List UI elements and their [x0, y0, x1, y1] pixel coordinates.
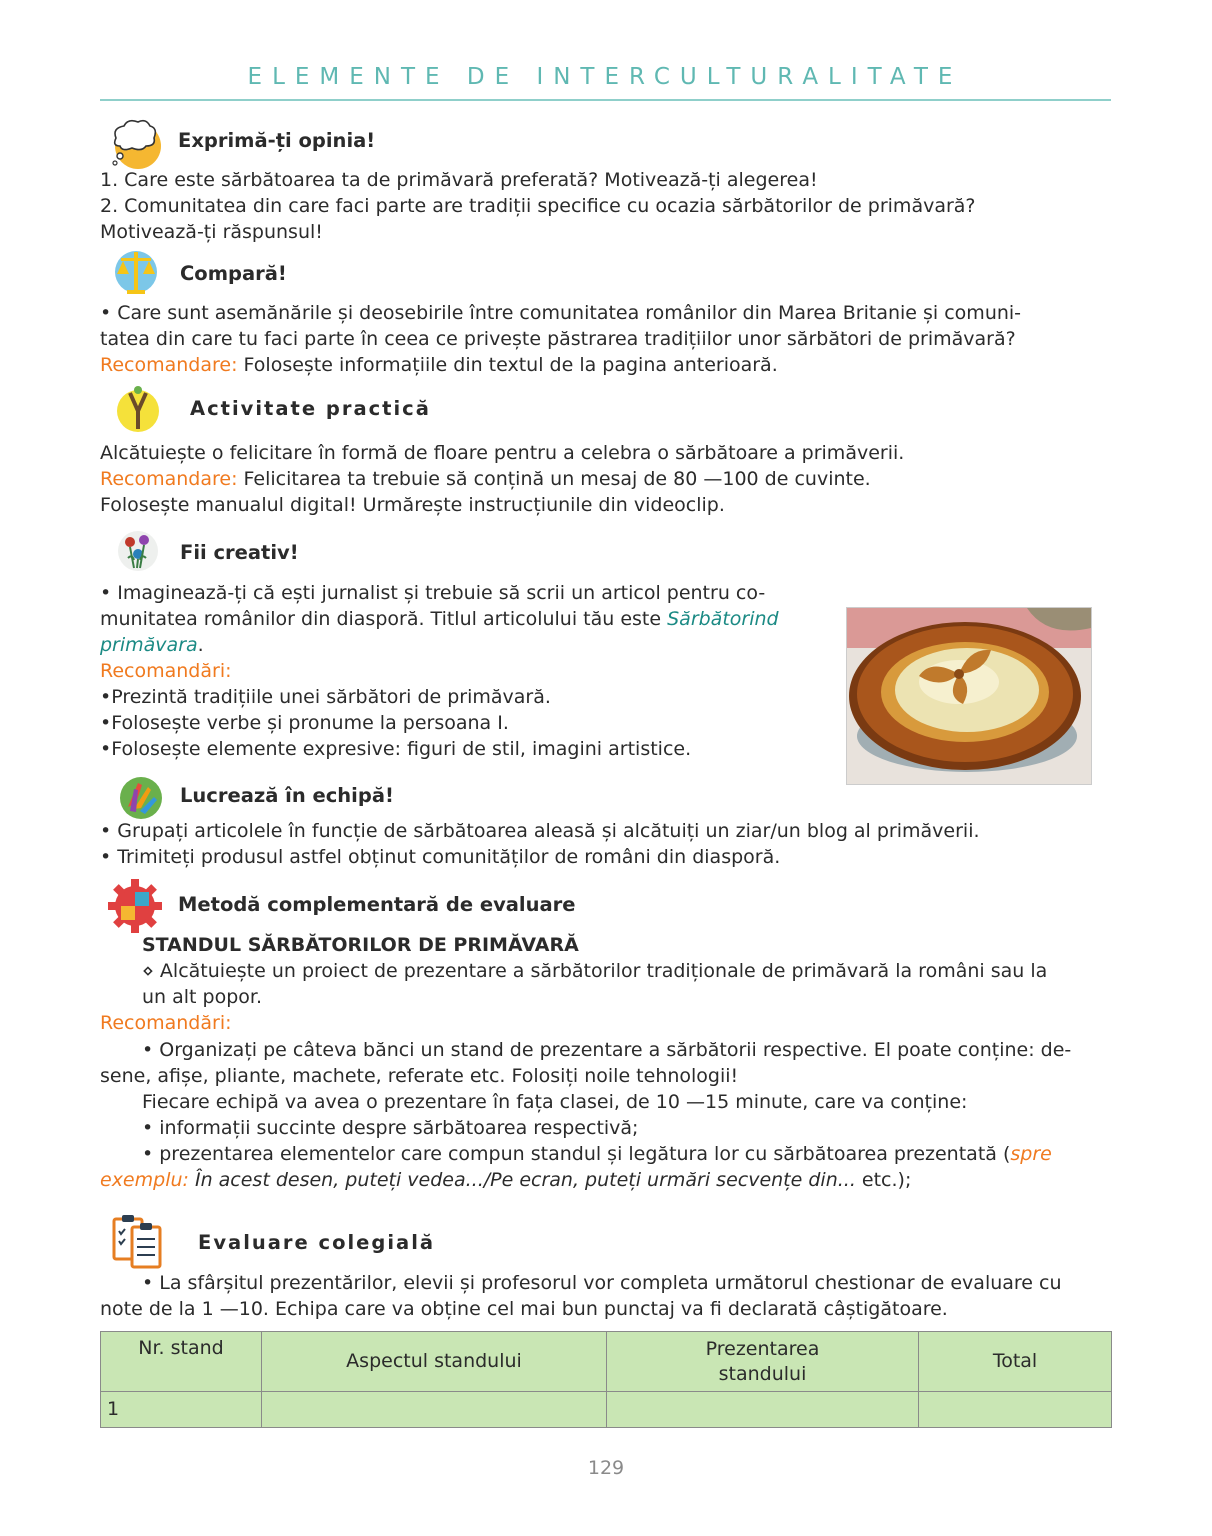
period: . [197, 634, 204, 656]
creative-bullet-3: •Folosește elemente expresive: figuri de stil, imagini artistice. [100, 738, 692, 760]
table-header-cell: Total [919, 1332, 1112, 1392]
section-heading-teamwork: Lucrează în echipă! [180, 784, 394, 807]
opinion-question-1: 1. Care este sărbătoarea ta de primăvară preferată? Motivează-ți alegerea! [100, 169, 818, 191]
section-heading-complementary-method: Metodă complementară de evaluare [178, 893, 576, 916]
method-bullet-text: • prezentarea elementelor care compun standul și legătura lor cu sărbătoarea prezentată ( [142, 1143, 1011, 1165]
table-header-cell: Aspectul standului [262, 1332, 607, 1392]
recommendation-text: Folosește informațiile din textul de la pagina anterioară. [237, 354, 778, 376]
section-heading-compare: Compară! [180, 262, 287, 285]
recommendation-label: Recomandare: [100, 468, 238, 490]
compare-text-line-2: tatea din care tu faci parte în ceea ce privește păstrarea tradițiilor unor sărbători de primăvară? [100, 328, 1016, 350]
project-task-line-2: un alt popor. [142, 986, 263, 1008]
activity-text-line-1: Alcătuiește o felicitare în formă de floare pentru a celebra o sărbătoare a primăverii. [100, 442, 905, 464]
table-cell [607, 1392, 919, 1428]
creative-text-line-2 [100, 606, 779, 632]
creative-text-line-1: • Imaginează-ți că ești jurnalist și trebuie să scrii un articol pentru co- [100, 582, 766, 604]
table-cell: 1 [101, 1392, 262, 1428]
creative-recommendations-label: Recomandări: [100, 660, 232, 682]
section-heading-peer-evaluation: Evaluare colegială [198, 1231, 436, 1254]
page-number: 129 [587, 1457, 625, 1479]
recommendation-text: Felicitarea ta trebuie să conțină un mesaj de 80 —100 de cuvinte. [237, 468, 871, 490]
scales-icon [113, 246, 159, 298]
table-header-cell: Prezentarea standului [607, 1332, 919, 1392]
table-header-cell: Nr. stand [101, 1332, 262, 1392]
example-label: spre [1010, 1143, 1052, 1165]
section-heading-practical-activity: Activitate practică [190, 397, 431, 420]
easter-pie-photo [846, 607, 1092, 785]
activity-text-line-3: Folosește manualul digital! Urmărește instrucțiunile din videoclip. [100, 494, 725, 516]
teamwork-line-1: • Grupați articolele în funcție de sărbătoarea aleasă și alcătuiți un ziar/un blog al primăverii. [100, 820, 980, 842]
example-text: În acest desen, puteți vedea.../Pe ecran, puteți urmări secvențe din... [188, 1169, 856, 1191]
table-row [101, 1392, 1112, 1428]
peer-evaluation-line-2: note de la 1 —10. Echipa care va obține cel mai bun punctaj va fi declarată câștigătoare. [100, 1298, 948, 1320]
creative-bullet-2: •Folosește verbe și pronume la persoana I. [100, 712, 509, 734]
thought-bubble-icon [108, 116, 162, 170]
peer-evaluation-line-1: • La sfârșitul prezentărilor, elevii și profesorul vor completa următorul chestionar de evaluare cu [142, 1272, 1062, 1294]
example-label-cont: exemplu: [100, 1169, 189, 1191]
method-paragraph-1: • Organizați pe câteva bănci un stand de prezentare a sărbătorii respective. El poate conține: de- [142, 1039, 1072, 1061]
creative-text: munitatea românilor din diasporă. Titlul articolului tău este [100, 608, 668, 630]
checklist-clipboard-icon [110, 1213, 164, 1271]
article-title: Sărbătorind [667, 608, 779, 630]
puzzle-gear-icon [108, 878, 162, 934]
compare-text-line-1: • Care sunt asemănările și deosebirile între comunitatea românilor din Marea Britanie și comuni- [100, 302, 1022, 324]
method-paragraph-2: Fiecare echipă va avea o prezentare în fața clasei, de 10 —15 minute, care va conține: [142, 1091, 968, 1113]
project-title: STANDUL SĂRBĂTORILOR DE PRIMĂVARĂ [142, 934, 579, 956]
creative-bullet-1: •Prezintă tradițiile unei sărbători de primăvară. [100, 686, 551, 708]
header-rule [100, 99, 1111, 101]
method-paragraph-1-cont: sene, afișe, pliante, machete, referate etc. Folosiți noile tehnologii! [100, 1065, 739, 1087]
project-task-line-1: ⋄ Alcătuiește un proiect de prezentare a sărbătorilor tradiționale de primăvară la români sau la [142, 960, 1048, 982]
compare-recommendation [100, 352, 778, 378]
opinion-question-2-cont: Motivează-ți răspunsul! [100, 221, 323, 243]
recommendation-label: Recomandare: [100, 354, 238, 376]
flowers-icon [116, 528, 160, 574]
table-cell [919, 1392, 1112, 1428]
method-recommendations-label: Recomandări: [100, 1012, 232, 1034]
table-cell [262, 1392, 607, 1428]
evaluation-table [100, 1331, 1112, 1428]
slingshot-icon [115, 383, 161, 435]
page-header-title: ELEMENTE DE INTERCULTURALITATE [247, 64, 963, 90]
method-bullet-elements [142, 1141, 1052, 1167]
teamwork-line-2: • Trimiteți produsul astfel obținut comunităților de români din diasporă. [100, 846, 781, 868]
section-heading-opinion: Exprimă-ți opinia! [178, 129, 376, 152]
activity-recommendation [100, 466, 871, 492]
team-hands-icon [118, 771, 164, 823]
method-example-line [100, 1167, 911, 1193]
opinion-question-2: 2. Comunitatea din care faci parte are tradiții specifice cu ocazia sărbătorilor de primăvară? [100, 195, 976, 217]
method-bullet-info: • informații succinte despre sărbătoarea respectivă; [142, 1117, 639, 1139]
creative-text-line-3 [100, 632, 204, 658]
table-header-row [101, 1332, 1112, 1392]
article-title-cont: primăvara [100, 634, 198, 656]
section-heading-creative: Fii creativ! [180, 541, 299, 564]
example-end: etc.); [855, 1169, 912, 1191]
